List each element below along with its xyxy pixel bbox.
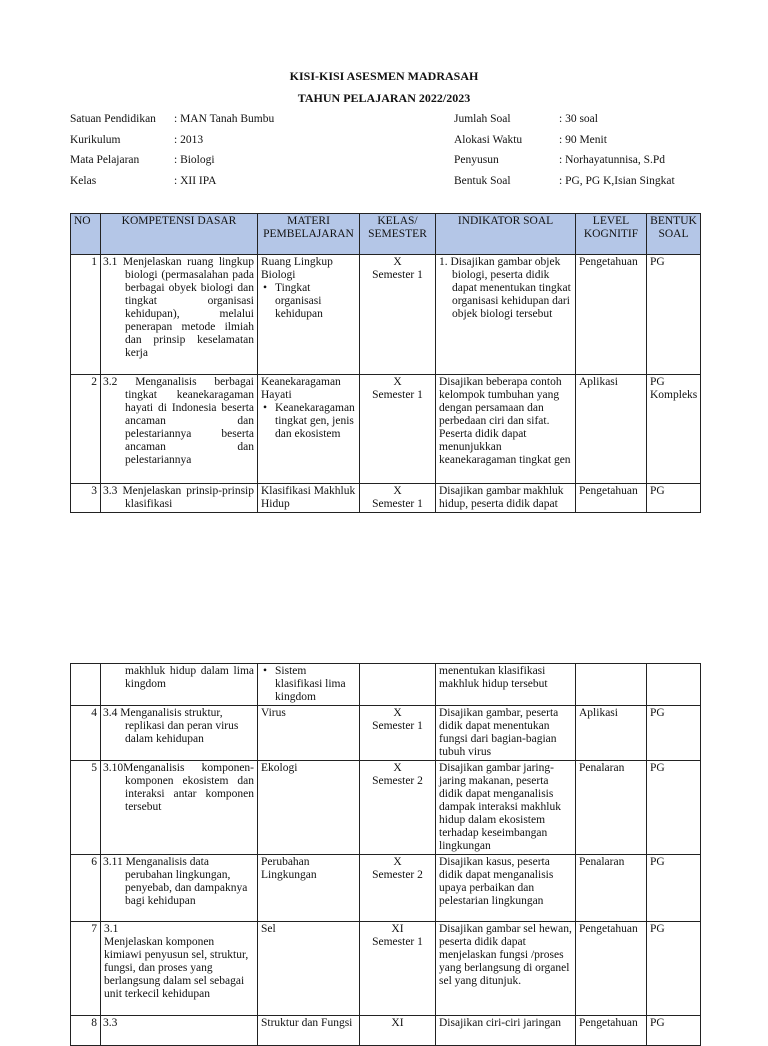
header-indikator: INDIKATOR SOAL — [436, 214, 576, 255]
meta-value-jumlah-soal: : 30 soal — [559, 113, 598, 125]
row-kelas — [360, 664, 436, 706]
row-materi: Klasifikasi Makhluk Hidup — [258, 484, 360, 513]
semester-value: Semester 1 — [372, 936, 423, 948]
row-kelas: XI — [360, 1016, 436, 1046]
row-indikator: Disajikan ciri-ciri jaringan — [436, 1016, 576, 1046]
header-materi: MATERI PEMBELAJARAN — [258, 214, 360, 255]
header-kelas-semester: KELAS/ SEMESTER — [360, 214, 436, 255]
row-no — [71, 664, 101, 706]
meta-value-bentuk-soal: : PG, PG K,Isian Singkat — [559, 175, 675, 187]
row-no: 7 — [71, 922, 101, 1016]
row-bentuk: PG — [647, 922, 701, 1016]
row-kd: 3.1 Menjelaskan ruang lingkup biologi (permasalahan pada berbagai obyek biologi dan tingkat organisasi kehidupan), melalui penerapan metode ilmiah dan prinsip keselamatan kerja — [101, 255, 258, 375]
row-bentuk: PG — [647, 1016, 701, 1046]
row-kd: makhluk hidup dalam lima kingdom — [101, 664, 258, 706]
meta-label-kurikulum: Kurikulum — [70, 134, 121, 146]
kelas-value: X — [393, 762, 402, 774]
kelas-value: X — [393, 856, 402, 868]
meta-value-alokasi: : 90 Menit — [559, 134, 607, 146]
semester-value: Semester 2 — [372, 869, 423, 881]
kd-number: 3.1 — [104, 923, 119, 935]
row-materi — [258, 255, 360, 375]
row-kelas — [360, 761, 436, 855]
table-row — [71, 1016, 701, 1046]
row-no: 1 — [71, 255, 101, 375]
row-materi: Virus — [258, 706, 360, 761]
row-level: Pengetahuan — [576, 484, 647, 513]
row-kd: 3.11 Menganalisis data perubahan lingkungan, penyebab, dan dampaknya bagi kehidupan — [101, 855, 258, 922]
row-level — [576, 664, 647, 706]
meta-label-bentuk-soal: Bentuk Soal — [454, 175, 511, 187]
kisi-kisi-table-page-1 — [70, 213, 701, 513]
row-kd: 3.2 Menganalisis berbagai tingkat keanekaragaman hayati di Indonesia beserta ancaman dan pelestariannya beserta ancaman dan pelestariannya — [101, 375, 258, 484]
row-indikator: Disajikan gambar sel hewan, peserta didik dapat menjelaskan fungsi /proses yang berlangsung di organel sel yang ditunjuk. — [436, 922, 576, 1016]
meta-label-satuan: Satuan Pendidikan — [70, 113, 156, 125]
kisi-kisi-table-page-2 — [70, 663, 701, 1046]
row-kd: 3.4 Menganalisis struktur, replikasi dan peran virus dalam kehidupan — [101, 706, 258, 761]
row-kelas — [360, 484, 436, 513]
meta-label-alokasi: Alokasi Waktu — [454, 134, 523, 146]
kelas-value: X — [393, 256, 402, 268]
meta-value-kurikulum: : 2013 — [174, 134, 204, 146]
row-level: Pengetahuan — [576, 922, 647, 1016]
row-kd: 3.3 — [101, 1016, 258, 1046]
row-level: Penalaran — [576, 761, 647, 855]
row-kd: 3.3 Menjelaskan prinsip-prinsip klasifikasi — [101, 484, 258, 513]
row-no: 8 — [71, 1016, 101, 1046]
row-kd — [101, 922, 258, 1016]
materi-item: • Tingkat organisasi kehidupan — [275, 282, 356, 321]
row-level: Aplikasi — [576, 706, 647, 761]
row-level: Aplikasi — [576, 375, 647, 484]
row-indikator: 1. Disajikan gambar objek biologi, peserta didik dapat menentukan tingkat organisasi kehidupan dari objek biologi tersebut — [436, 255, 576, 375]
meta-label-jumlah-soal: Jumlah Soal — [454, 113, 511, 125]
table-row — [71, 855, 701, 922]
row-kelas — [360, 375, 436, 484]
row-kelas — [360, 855, 436, 922]
materi-title: Ruang Lingkup Biologi — [261, 256, 333, 281]
row-indikator: menentukan klasifikasi makhluk hidup tersebut — [436, 664, 576, 706]
table-row — [71, 922, 701, 1016]
row-indikator: Disajikan gambar, peserta didik dapat menentukan fungsi dari bagian-bagian tubuh virus — [436, 706, 576, 761]
row-bentuk: PG — [647, 761, 701, 855]
header-level-kognitif: LEVEL KOGNITIF — [576, 214, 647, 255]
row-indikator: Disajikan kasus, peserta didik dapat menganalisis upaya perbaikan dan pelestarian lingkungan — [436, 855, 576, 922]
row-materi — [258, 664, 360, 706]
row-bentuk — [647, 664, 701, 706]
kelas-value: X — [393, 485, 402, 497]
header-bentuk-soal: BENTUK SOAL — [647, 214, 701, 255]
row-indikator: Disajikan gambar jaring-jaring makanan, peserta didik dapat menganalisis dampak interaksi makhluk hidup dalam ekosistem terhadap keseimbangan lingkungan — [436, 761, 576, 855]
semester-value: Semester 1 — [372, 389, 423, 401]
meta-label-mapel: Mata Pelajaran — [70, 154, 140, 166]
row-materi: Ekologi — [258, 761, 360, 855]
semester-value: Semester 1 — [372, 269, 423, 281]
semester-value: Semester 2 — [372, 775, 423, 787]
meta-label-kelas: Kelas — [70, 175, 97, 187]
meta-value-penyusun: : Norhayatunnisa, S.Pd — [559, 154, 666, 166]
kelas-value: X — [393, 376, 402, 388]
materi-item: • Sistem klasifikasi lima kingdom — [275, 665, 356, 704]
row-kelas — [360, 255, 436, 375]
row-bentuk: PG — [647, 855, 701, 922]
row-indikator: Disajikan gambar makhluk hidup, peserta didik dapat — [436, 484, 576, 513]
header-no: NO — [71, 214, 101, 255]
row-kelas — [360, 922, 436, 1016]
meta-value-satuan: : MAN Tanah Bumbu — [174, 113, 275, 125]
meta-value-mapel: : Biologi — [174, 154, 215, 166]
materi-title: Keanekaragaman Hayati — [261, 376, 341, 401]
document-title: KISI-KISI ASESMEN MADRASAH — [289, 69, 479, 83]
table-row — [71, 706, 701, 761]
row-materi: Sel — [258, 922, 360, 1016]
row-bentuk: PG — [647, 255, 701, 375]
row-materi: Struktur dan Fungsi — [258, 1016, 360, 1046]
row-materi: Perubahan Lingkungan — [258, 855, 360, 922]
row-no: 6 — [71, 855, 101, 922]
kd-text: Menjelaskan komponen kimiawi penyusun sel, struktur, fungsi, dan proses yang berlangsung dalam sel sebagai unit terkecil kehidupan — [104, 936, 249, 1000]
row-kelas — [360, 706, 436, 761]
row-no: 4 — [71, 706, 101, 761]
row-no: 3 — [71, 484, 101, 513]
row-level: Pengetahuan — [576, 1016, 647, 1046]
kelas-value: X — [393, 707, 402, 719]
materi-item: • Keanekaragaman tingkat gen, jenis dan ekosistem — [275, 402, 356, 441]
row-bentuk: PG Kompleks — [647, 375, 701, 484]
document-subtitle: TAHUN PELAJARAN 2022/2023 — [297, 91, 471, 105]
table-header-row — [71, 214, 701, 255]
row-no: 2 — [71, 375, 101, 484]
row-indikator: Disajikan beberapa contoh kelompok tumbuhan yang dengan persamaan dan perbedaan ciri dan sifat. Peserta didik dapat menunjukkan keanekaragaman tingkat gen — [436, 375, 576, 484]
row-kd: 3.10Menganalisis komponen-komponen ekosistem dan interaksi antar komponen tersebut — [101, 761, 258, 855]
table-row — [71, 761, 701, 855]
row-bentuk: PG — [647, 706, 701, 761]
header-kompetensi-dasar: KOMPETENSI DASAR — [101, 214, 258, 255]
kelas-value: XI — [391, 923, 404, 935]
semester-value: Semester 1 — [372, 498, 423, 510]
meta-label-penyusun: Penyusun — [454, 154, 499, 166]
row-level: Penalaran — [576, 855, 647, 922]
table-row — [71, 664, 701, 706]
meta-value-kelas: : XII IPA — [174, 175, 217, 187]
row-bentuk: PG — [647, 484, 701, 513]
row-no: 5 — [71, 761, 101, 855]
table-row — [71, 484, 701, 513]
semester-value: Semester 1 — [372, 720, 423, 732]
row-level: Pengetahuan — [576, 255, 647, 375]
table-row — [71, 375, 701, 484]
table-row — [71, 255, 701, 375]
row-materi — [258, 375, 360, 484]
